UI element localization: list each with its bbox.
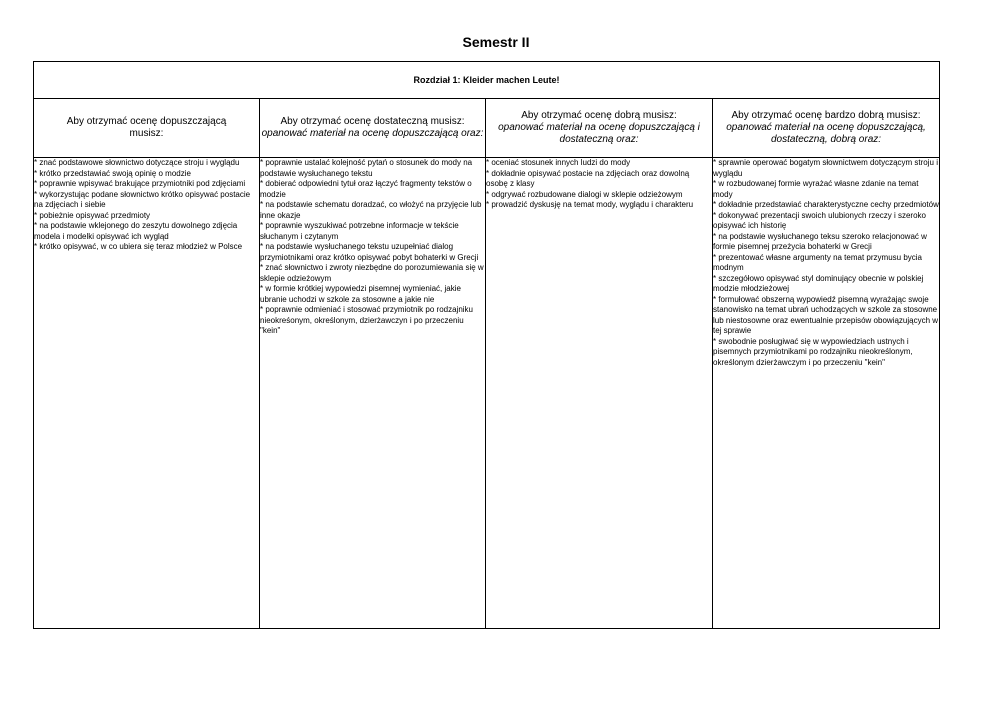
heading-cell-dobra <box>486 99 713 158</box>
heading-text: Aby otrzymać ocenę bardzo dobrą musisz: <box>731 110 921 121</box>
chapter-row <box>34 62 940 99</box>
heading-text: Aby otrzymać ocenę dopuszczającą musisz: <box>66 116 227 139</box>
requirement-item: * oceniać stosunek innych ludzi do mody <box>486 158 631 167</box>
requirement-item: * znać podstawowe słownictwo dotyczące stroju i wyglądu <box>34 158 240 167</box>
requirement-item: * krótko opisywać, w co ubiera się teraz młodzież w Polsce <box>34 242 243 251</box>
requirement-item: * swobodnie posługiwać się w wypowiedziach ustnych i pisemnych przymiotnikami po rodzajniku nieokreślonym, określonym dzierżawczym i po przeczeniu "kein" <box>713 336 913 367</box>
requirements-cell-dopuszczajaca <box>34 158 260 629</box>
requirement-item: * znać słownictwo i zwroty niezbędne do porozumiewania się w sklepie odzieżowym <box>260 263 484 283</box>
heading-cell-dostateczna <box>260 99 486 158</box>
requirement-item: * wykorzystując podane słownictwo krótko opisywać postacie na zdjęciach i siebie <box>34 189 251 209</box>
requirement-item: * prezentować własne argumenty na temat przymusu bycia modnym <box>713 252 922 272</box>
requirement-item: * na podstawie schematu doradzać, co włożyć na przyjęcie lub inne okazje <box>260 200 482 220</box>
requirement-item: * w rozbudowanej formie wyrażać własne zdanie na temat mody <box>713 179 919 199</box>
heading-text: Aby otrzymać ocenę dostateczną musisz: <box>280 116 465 127</box>
requirement-item: * prowadzić dyskusję na temat mody, wyglądu i charakteru <box>486 200 694 209</box>
requirement-item: * poprawnie wyszukiwać potrzebne informacje w tekście słuchanym i czytanym <box>260 221 459 241</box>
requirement-item: * w formie krótkiej wypowiedzi pisemnej wymieniać, jakie ubranie uchodzi w szkole za stosowne a jakie nie <box>260 284 461 304</box>
requirement-item: * poprawnie odmieniać i stosować przymiotnik po rodzajniku nieokreśonym, określonym, dzierżawczyn i po przeczeniu "kein" <box>260 305 473 335</box>
requirement-item: * poprawnie ustalać kolejność pytań o stosunek do mody na podstawie wysłuchanego tekstu <box>260 158 473 178</box>
page-title: Semestr II <box>462 34 530 50</box>
heading-subtext: opanować materiał na ocenę dopuszczającą, dostateczną, dobrą oraz: <box>726 122 926 145</box>
requirement-item: * pobieżnie opisywać przedmioty <box>34 210 151 220</box>
requirement-item: * sprawnie operować bogatym słownictwem dotyczącym stroju i wyglądu <box>713 158 938 178</box>
requirement-item: * dobierać odpowiedni tytuł oraz łączyć fragmenty tekstów o modzie <box>260 179 472 199</box>
requirement-item: * odgrywać rozbudowane dialogi w sklepie odzieżowym <box>486 189 683 199</box>
requirement-item: * dokonywać prezentacji swoich ulubionych rzeczy i szeroko opisywać ich historię <box>713 210 926 230</box>
requirement-item: * krótko przedstawiać swoją opinię o modzie <box>34 168 191 178</box>
requirement-item: * na podstawie wklejonego do zeszytu dowolnego zdjęcia modela i modelki opisywać ich wygląd <box>34 221 238 241</box>
requirement-item: * na podstawie wysłuchanego tekstu uzupełniać dialog przymiotnikami oraz krótko opisywać pobyt bohaterki w Grecji <box>260 242 479 262</box>
requirement-item: * formułować obszerną wypowiedź pisemną wyrażając swoje stanowisko na temat ubrań uchodzących w szkole za stosowne lub niestosowne oraz ewentualnie przepisów obowiązujących w tej sprawie <box>713 294 939 335</box>
heading-text: Aby otrzymać ocenę dobrą musisz: <box>521 110 677 121</box>
requirements-row <box>34 158 940 629</box>
requirement-item: * szczegółowo opisywać styl dominujący obecnie w polskiej modzie młodzieżowej <box>713 273 924 293</box>
heading-cell-dopuszczajaca <box>34 99 260 158</box>
requirements-cell-bardzo-dobra <box>713 158 940 629</box>
chapter-title: Rozdział 1: Kleider machen Leute! <box>34 62 940 99</box>
grade-requirements-table <box>33 61 940 629</box>
requirement-item: * na podstawie wysłuchanego teksu szeroko relacjonować w formie pisemnej przeżycia bohaterki w Grecji <box>713 231 927 251</box>
requirements-cell-dostateczna <box>260 158 486 629</box>
requirements-cell-dobra <box>486 158 713 629</box>
requirement-item: * poprawnie wpisywać brakujące przymiotniki pod zdjęciami <box>34 179 246 188</box>
requirement-item: * dokładnie opisywać postacie na zdjęciach oraz dowolną osobę z klasy <box>486 168 690 188</box>
heading-subtext: opanować materiał na ocenę dopuszczającą i dostateczną oraz: <box>498 122 700 145</box>
heading-cell-bardzo-dobra <box>713 99 940 158</box>
requirement-item: * dokładnie przedstawiać charakterystyczne cechy przedmiotów <box>713 200 939 209</box>
heading-row <box>34 99 940 158</box>
heading-subtext: opanować materiał na ocenę dopuszczającą oraz: <box>261 128 484 139</box>
